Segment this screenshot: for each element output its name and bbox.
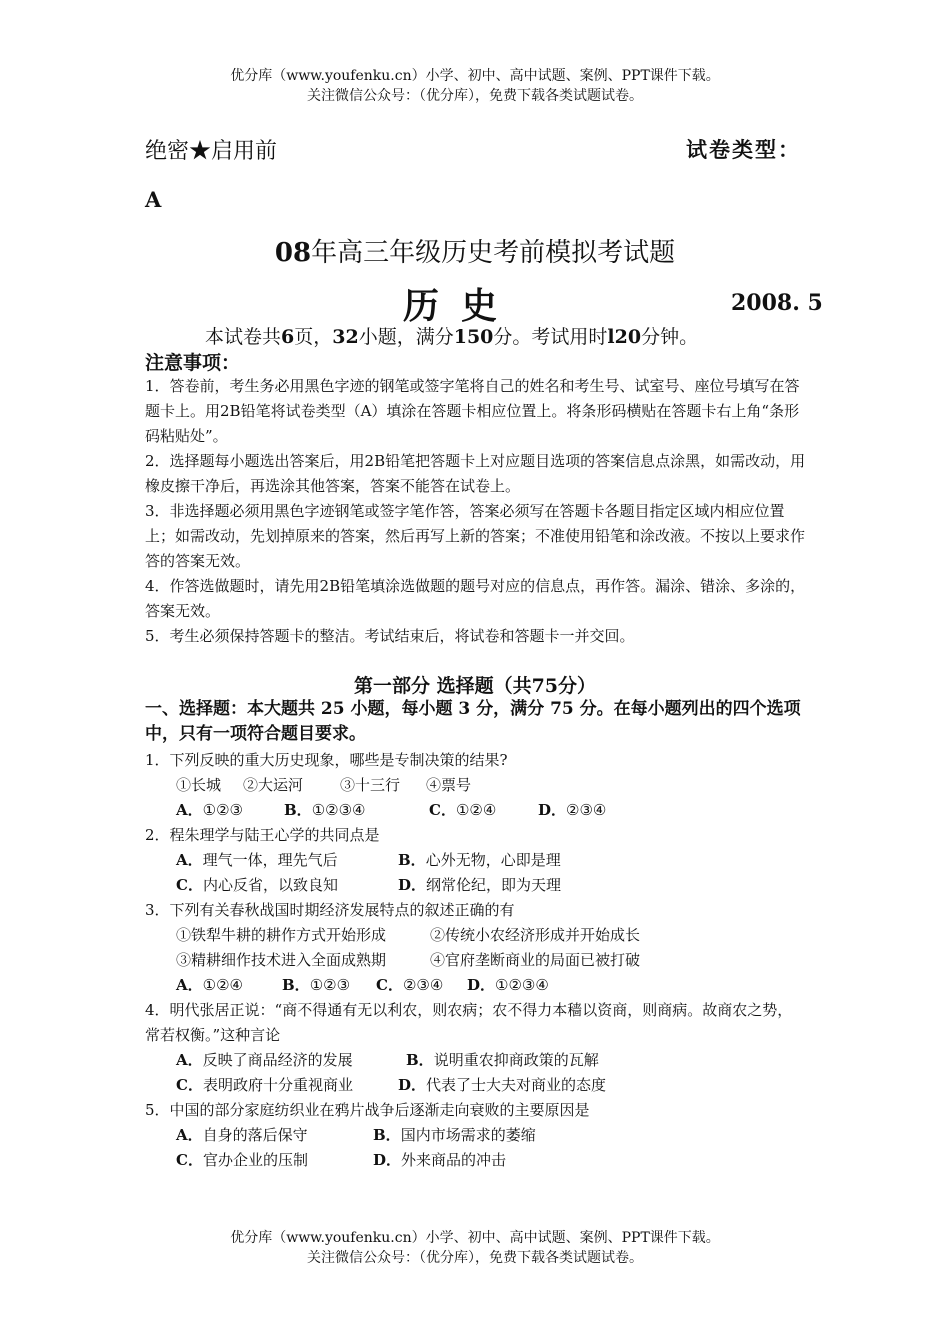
question-1-stem: 1．下列反映的重大历史现象，哪些是专制决策的结果? bbox=[145, 751, 508, 769]
header-line-1: 优分库（www.youfenku.cn）小学、初中、高中试题、案例、PPT课件下载。 bbox=[230, 68, 720, 84]
option-text: 外来商品的冲击 bbox=[401, 1151, 507, 1169]
question-2-option-d bbox=[398, 873, 561, 898]
subject-title: 历史 bbox=[403, 285, 520, 327]
notice-title: 注意事项： bbox=[145, 352, 241, 374]
option-text: ①②③ bbox=[309, 976, 351, 994]
summary-minutes: l20 bbox=[607, 326, 642, 348]
option-letter: A． bbox=[176, 976, 203, 994]
option-letter: D． bbox=[467, 976, 496, 994]
question-1-item: ③十三行 bbox=[340, 776, 401, 794]
footer-line-2: 关注微信公众号：（优分库），免费下载各类试题试卷。 bbox=[307, 1250, 643, 1266]
question-1-option-d bbox=[538, 798, 606, 823]
option-text: 纲常伦纪，即为天理 bbox=[426, 876, 562, 894]
notice-item: 1．答卷前，考生务必用黑色字迹的钢笔或签字笔将自己的姓名和考生号、试室号、座位号填写在答题卡上。用2B铅笔将试卷类型（A）填涂在答题卡相应位置上。将条形码横贴在答题卡右上角“条形码粘贴处”。 bbox=[145, 377, 800, 445]
option-letter: A． bbox=[176, 801, 203, 819]
question-3-item: ③精耕细作技术进入全面成熟期 bbox=[176, 951, 387, 969]
option-letter: A． bbox=[176, 1051, 203, 1069]
option-text: 理气一体，理先气后 bbox=[202, 851, 338, 869]
option-text: 心外无物，心即是理 bbox=[425, 851, 561, 869]
question-2-option-c bbox=[176, 873, 338, 898]
option-letter: B． bbox=[398, 851, 426, 869]
question-3-option-d bbox=[467, 973, 549, 998]
exam-date: 2008. 5 bbox=[731, 290, 823, 316]
question-5-option-d bbox=[373, 1148, 506, 1173]
question-3-option-c bbox=[376, 973, 443, 998]
question-5-stem: 5．中国的部分家庭纺织业在鸦片战争后逐渐走向衰败的主要原因是 bbox=[145, 1101, 590, 1119]
notice-item: 4．作答选做题时，请先用2B铅笔填涂选做题的题号对应的信息点，再作答。漏涂、错涂、多涂的，答案无效。 bbox=[145, 577, 806, 620]
secret-label: 绝密★启用前 bbox=[145, 139, 278, 164]
option-letter: D． bbox=[538, 801, 567, 819]
paper-summary bbox=[205, 322, 698, 349]
summary-text: 本试卷共 bbox=[205, 326, 282, 348]
option-letter: C． bbox=[429, 801, 456, 819]
option-text: 反映了商品经济的发展 bbox=[202, 1051, 353, 1069]
option-text: 代表了士大夫对商业的态度 bbox=[426, 1076, 607, 1094]
summary-text: 小题，满分 bbox=[358, 326, 454, 348]
option-text: 自身的落后保守 bbox=[202, 1126, 308, 1144]
question-2-option-b bbox=[398, 848, 561, 873]
notice-item: 3．非选择题必须用黑色字迹钢笔或签字笔作答，答案必须写在答题卡各题目指定区域内相应位置上；如需改动，先划掉原来的答案，然后再写上新的答案；不准使用铅笔和涂改液。不按以上要求作答的答案无效。 bbox=[145, 502, 806, 570]
question-3-option-b bbox=[282, 973, 350, 998]
notice-item: 2．选择题每小题选出答案后，用2B铅笔把答题卡上对应题目选项的答案信息点涂黑，如需改动，用橡皮擦干净后，再选涂其他答案，答案不能答在试卷上。 bbox=[145, 452, 806, 495]
section-description: 一、选择题：本大题共 25 小题，每小题 3 分，满分 75 分。在每小题列出的四个选项中，只有一项符合题目要求。 bbox=[145, 699, 801, 744]
question-3-item: ①铁犁牛耕的耕作方式开始形成 bbox=[176, 926, 387, 944]
question-4-option-a bbox=[176, 1048, 353, 1073]
summary-text: 分。考试用时 bbox=[493, 326, 608, 348]
option-letter: B． bbox=[406, 1051, 434, 1069]
option-letter: D． bbox=[398, 876, 427, 894]
option-text: ①②③ bbox=[202, 801, 243, 819]
footer-line-1: 优分库（www.youfenku.cn）小学、初中、高中试题、案例、PPT课件下载。 bbox=[230, 1230, 720, 1246]
question-3-item: ②传统小农经济形成并开始成长 bbox=[430, 926, 641, 944]
question-3-item: ④官府垄断商业的局面已被打破 bbox=[430, 951, 641, 969]
question-1-item: ①长城 bbox=[176, 776, 222, 794]
question-4-stem: 4．明代张居正说：“商不得通有无以利农，则农病；农不得力本穑以资商，则商病。故商农之势，常若权衡。”这种言论 bbox=[145, 1001, 793, 1044]
question-5-option-a bbox=[176, 1123, 308, 1148]
exam-title-year: 08 bbox=[274, 238, 312, 268]
question-1-item: ②大运河 bbox=[243, 776, 304, 794]
paper-type-value: A bbox=[145, 187, 162, 212]
question-4-option-d bbox=[398, 1073, 606, 1098]
option-text: 国内市场需求的萎缩 bbox=[400, 1126, 536, 1144]
option-text: 内心反省，以致良知 bbox=[202, 876, 338, 894]
option-text: 表明政府十分重视商业 bbox=[202, 1076, 353, 1094]
question-4-option-b bbox=[406, 1048, 599, 1073]
question-5-option-b bbox=[373, 1123, 536, 1148]
option-letter: C． bbox=[376, 976, 403, 994]
option-text: ①②④ bbox=[202, 976, 243, 994]
option-letter: B． bbox=[284, 801, 312, 819]
summary-text: 页， bbox=[294, 326, 333, 348]
question-4-option-c bbox=[176, 1073, 353, 1098]
exam-title-text: 年高三年级历史考前模拟考试题 bbox=[311, 238, 676, 268]
option-letter: D． bbox=[373, 1151, 402, 1169]
question-2-stem: 2．程朱理学与陆王心学的共同点是 bbox=[145, 826, 380, 844]
option-letter: A． bbox=[176, 1126, 203, 1144]
option-letter: D． bbox=[398, 1076, 427, 1094]
summary-score: 150 bbox=[453, 326, 494, 348]
option-letter: A． bbox=[176, 851, 203, 869]
option-text: ②③④ bbox=[566, 801, 607, 819]
option-letter: C． bbox=[176, 1076, 203, 1094]
option-text: ①②③④ bbox=[495, 976, 549, 994]
notice-item: 5．考生必须保持答题卡的整洁。考试结束后，将试卷和答题卡一并交回。 bbox=[145, 627, 635, 645]
question-2-option-a bbox=[176, 848, 338, 873]
question-5-option-c bbox=[176, 1148, 308, 1173]
question-1-option-c bbox=[429, 798, 496, 823]
option-letter: C． bbox=[176, 876, 203, 894]
question-1-option-a bbox=[176, 798, 243, 823]
header-line-2: 关注微信公众号：（优分库），免费下载各类试题试卷。 bbox=[307, 88, 643, 104]
option-letter: B． bbox=[373, 1126, 401, 1144]
exam-title bbox=[0, 232, 950, 269]
paper-type-label: 试卷类型： bbox=[686, 137, 801, 162]
option-text: ①②④ bbox=[455, 801, 497, 819]
summary-text: 分钟。 bbox=[641, 326, 699, 348]
summary-questions: 32 bbox=[332, 326, 359, 348]
option-letter: C． bbox=[176, 1151, 203, 1169]
question-3-stem: 3．下列有关春秋战国时期经济发展特点的叙述正确的有 bbox=[145, 901, 515, 919]
section-title: 第一部分 选择题（共75分） bbox=[353, 675, 597, 697]
question-1-item: ④票号 bbox=[426, 776, 472, 794]
option-text: ①②③④ bbox=[311, 801, 366, 819]
option-text: 官办企业的压制 bbox=[202, 1151, 308, 1169]
option-text: ②③④ bbox=[402, 976, 444, 994]
summary-pages: 6 bbox=[281, 326, 295, 348]
option-letter: B． bbox=[282, 976, 310, 994]
question-3-option-a bbox=[176, 973, 243, 998]
option-text: 说明重农抑商政策的瓦解 bbox=[433, 1051, 599, 1069]
question-1-option-b bbox=[284, 798, 365, 823]
